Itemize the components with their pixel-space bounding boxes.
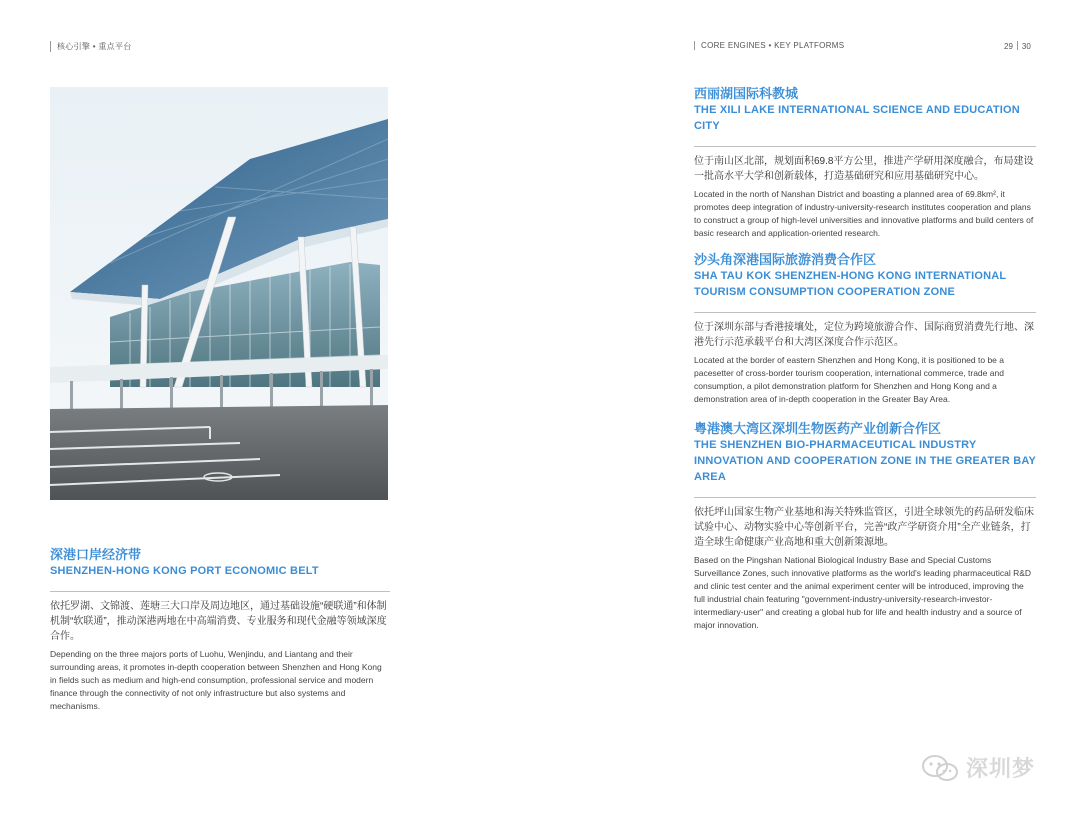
page-numbers — [1004, 41, 1031, 51]
section-title-cn: 沙头角深港国际旅游消费合作区 — [694, 252, 877, 267]
port-terminal-illustration — [50, 87, 388, 500]
watermark-text: 深圳梦 — [966, 756, 1036, 781]
section-title-en: SHENZHEN-HONG KONG PORT ECONOMIC BELT — [50, 565, 319, 577]
section-body-en: Located at the border of eastern Shenzhen and Hong Kong, it is positioned to be a pacesetter of cross-border tourism cooperation, international commerce, trade and consumption, a pilot demonstration platform for Shenzhen and Hong Kong and a demonstration area of in-depth cooperation in the Greater Bay Area. — [694, 355, 1004, 404]
section-title-en: THE SHENZHEN BIO-PHARMACEUTICAL INDUSTRY INNOVATION AND COOPERATION ZONE IN THE GREATER BAY AREA — [694, 439, 1036, 483]
section-divider — [50, 591, 390, 592]
section-body-cn: 位于深圳东部与香港接壤处，定位为跨境旅游合作、国际商贸消费先行地、深港先行示范承载平台和大湾区深度合作示范区。 — [694, 322, 1034, 348]
section-title-en: THE XILI LAKE INTERNATIONAL SCIENCE AND EDUCATION CITY — [694, 104, 1020, 132]
section-body-en: Depending on the three majors ports of Luohu, Wenjindu, and Liantang and their surrounding areas, it promotes in-depth cooperation between Shenzhen and Hong Kong in fields such as medium and high-end consumption, professional service and modern finance through the connectivity of not only infrastructure but also systems and mechanisms. — [50, 649, 382, 711]
section-body-cn: 依托罗湖、文锦渡、莲塘三大口岸及周边地区，通过基础设施“硬联通”和体制机制“软联通”，推动深港两地在中高端消费、专业服务和现代金融等领域深度合作。 — [50, 601, 387, 642]
page-number-divider — [1017, 41, 1018, 50]
section-port-economic-belt — [50, 547, 390, 713]
section-body-en: Based on the Pingshan National Biological Industry Base and Special Customs Surveillance Zones, such innovative platforms as the world's leading pharmaceutical R&D and clinic test center and the animal experiment center will be introduced, improving the full industrial chain featuring "government-industry-university-research-investor-intermediary-user" and creating a global hub for life and health industry and a source of major innovation. — [694, 555, 1032, 630]
section-body-en: Located in the north of Nanshan District and boasting a planned area of 69.8km², it promotes deep integration of industry-university-research institutes cooperation and plans to construct a group of high-level universities and innovative platforms and build centers of basic research and application-oriented research. — [694, 189, 1034, 238]
section-divider — [694, 497, 1036, 498]
section-title-cn: 深港口岸经济带 — [50, 547, 142, 562]
section-xili-lake — [694, 86, 1036, 240]
running-header-right: CORE ENGINES • KEY PLATFORMS — [694, 41, 844, 50]
section-divider — [694, 146, 1036, 147]
wechat-icon — [920, 753, 960, 783]
running-header-left: 核心引擎 • 重点平台 — [50, 41, 132, 52]
port-terminal-photo — [50, 87, 388, 500]
section-body-cn: 位于南山区北部，规划面积69.8平方公里，推进产学研用深度融合，布局建设一批高水平大学和创新载体，打造基础研究和应用基础研究中心。 — [694, 156, 1034, 182]
page-number-right: 30 — [1021, 42, 1031, 51]
section-title-cn: 粤港澳大湾区深圳生物医药产业创新合作区 — [694, 421, 942, 436]
section-title-cn: 西丽湖国际科教城 — [694, 86, 799, 101]
section-body-cn: 依托坪山国家生物产业基地和海关特殊监管区，引进全球领先的药品研发临床试验中心、动物实验中心等创新平台，完善“政产学研资介用”全产业链条，打造全球生命健康产业高地和重大创新策源地。 — [694, 507, 1034, 548]
section-bio-pharmaceutical — [694, 421, 1036, 632]
page-number-left: 29 — [1004, 42, 1013, 51]
section-title-en: SHA TAU KOK SHENZHEN-HONG KONG INTERNATIONAL TOURISM CONSUMPTION COOPERATION ZONE — [694, 270, 1007, 298]
section-divider — [694, 312, 1036, 313]
watermark — [920, 752, 1035, 783]
section-sha-tau-kok — [694, 252, 1036, 406]
